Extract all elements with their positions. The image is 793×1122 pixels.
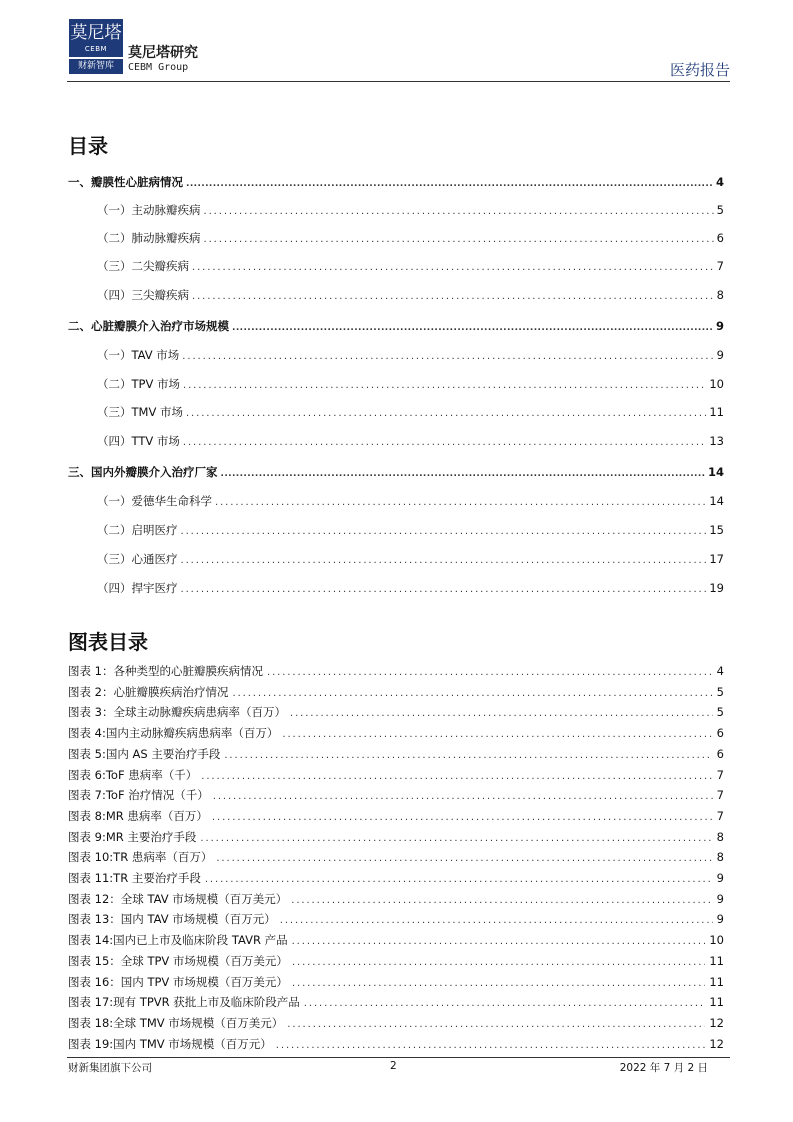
toc-leader-dots bbox=[181, 524, 707, 540]
figure-entry-label: 图表 6:ToF 患病率（千） bbox=[68, 767, 198, 782]
figure-leader-dots bbox=[212, 810, 713, 826]
figure-entry[interactable] bbox=[68, 953, 724, 969]
figure-leader-dots bbox=[224, 748, 712, 764]
figure-entry[interactable] bbox=[68, 725, 724, 741]
figure-leader-dots bbox=[216, 851, 712, 867]
figure-entry-page: 11 bbox=[709, 974, 724, 989]
figure-list-title: 图表目录 bbox=[68, 630, 148, 654]
toc-entry-page: 19 bbox=[709, 581, 724, 595]
figure-entry-label: 图表 17:现有 TPVR 获批上市及临床阶段产品 bbox=[68, 995, 300, 1010]
figure-entry[interactable] bbox=[68, 808, 724, 824]
toc-entry[interactable] bbox=[97, 580, 724, 596]
logo-top-block bbox=[69, 19, 123, 57]
figure-entry-page: 11 bbox=[709, 953, 724, 968]
figure-entry-label: 图表 5:国内 AS 主要治疗手段 bbox=[68, 746, 221, 761]
figure-entry-label: 图表 9:MR 主要治疗手段 bbox=[68, 829, 197, 844]
figure-entry-label: 图表 15：全球 TPV 市场规模（百万美元） bbox=[68, 953, 288, 968]
toc-entry[interactable] bbox=[68, 318, 724, 334]
toc-entry-label: （一）爱德华生命科学 bbox=[97, 494, 212, 508]
figure-leader-dots bbox=[287, 1017, 705, 1033]
figure-entry-page: 8 bbox=[716, 829, 724, 844]
toc-entry[interactable] bbox=[97, 404, 724, 420]
toc-leader-dots bbox=[183, 378, 706, 394]
figure-leader-dots bbox=[282, 727, 712, 743]
figure-leader-dots bbox=[292, 934, 706, 950]
figure-leader-dots bbox=[232, 686, 712, 702]
toc-leader-dots bbox=[186, 406, 706, 422]
figure-entry[interactable] bbox=[68, 767, 724, 783]
toc-entry-page: 13 bbox=[709, 434, 724, 448]
footer-company: 财新集团旗下公司 bbox=[68, 1062, 152, 1074]
figure-entry-page: 7 bbox=[716, 767, 724, 782]
toc-entry[interactable] bbox=[97, 258, 724, 274]
figure-entry-page: 7 bbox=[716, 788, 724, 803]
toc-entry[interactable] bbox=[97, 287, 724, 303]
toc-entry-page: 15 bbox=[709, 523, 724, 537]
toc-entry-page: 9 bbox=[716, 348, 724, 362]
toc-entry-label: （三）二尖瓣疾病 bbox=[97, 259, 189, 273]
toc-leader-dots bbox=[182, 349, 713, 365]
toc-leader-dots bbox=[183, 435, 706, 451]
figure-entry[interactable] bbox=[68, 704, 724, 720]
figure-entry-label: 图表 12：全球 TAV 市场规模（百万美元） bbox=[68, 891, 288, 906]
toc-entry[interactable] bbox=[68, 174, 724, 190]
figure-entry[interactable] bbox=[68, 787, 724, 803]
figure-entry-page: 6 bbox=[716, 726, 724, 741]
toc-entry-label: （三）心通医疗 bbox=[97, 552, 178, 566]
toc-entry-page: 6 bbox=[716, 231, 724, 245]
toc-title: 目录 bbox=[68, 134, 108, 158]
figure-entry-label: 图表 14:国内已上市及临床阶段 TAVR 产品 bbox=[68, 933, 288, 948]
toc-entry-page: 8 bbox=[716, 288, 724, 302]
logo-top-text: 莫尼塔 bbox=[70, 23, 122, 43]
toc-entry-page: 7 bbox=[716, 259, 724, 273]
toc-entry-label: （四）三尖瓣疾病 bbox=[97, 288, 189, 302]
toc-entry-page: 14 bbox=[709, 494, 724, 508]
toc-entry-label: （二）TPV 市场 bbox=[97, 377, 180, 391]
toc-entry-page: 11 bbox=[709, 405, 724, 419]
toc-leader-dots bbox=[204, 232, 714, 248]
figure-leader-dots bbox=[292, 955, 705, 971]
figure-entry-label: 图表 2：心脏瓣膜疾病治疗情况 bbox=[68, 684, 229, 699]
figure-leader-dots bbox=[200, 831, 712, 847]
figure-entry-page: 12 bbox=[709, 1036, 724, 1051]
figure-entry-page: 7 bbox=[716, 808, 724, 823]
figure-leader-dots bbox=[292, 976, 705, 992]
figure-entry-page: 9 bbox=[716, 871, 724, 885]
figure-entry-label: 图表 16：国内 TPV 市场规模（百万美元） bbox=[68, 974, 288, 989]
figure-entry[interactable] bbox=[68, 974, 724, 990]
logo-bottom-text: 财新智库 bbox=[69, 59, 123, 74]
toc-leader-dots bbox=[215, 495, 706, 511]
figure-entry-label: 图表 3：全球主动脉瓣疾病患病率（百万） bbox=[68, 705, 286, 720]
toc-entry-label: （四）TTV 市场 bbox=[97, 434, 180, 448]
figure-entry-page: 5 bbox=[716, 705, 724, 720]
figure-entry[interactable] bbox=[68, 891, 724, 907]
figure-entry-page: 8 bbox=[716, 850, 724, 865]
figure-entry-label: 图表 8:MR 患病率（百万） bbox=[68, 808, 208, 823]
toc-leader-dots bbox=[204, 204, 714, 220]
figure-entry-label: 图表 13：国内 TAV 市场规模（百万元） bbox=[68, 912, 276, 927]
header-divider bbox=[67, 81, 730, 82]
toc-entry-label: （三）TMV 市场 bbox=[97, 405, 183, 419]
figure-leader-dots bbox=[213, 789, 713, 805]
figure-leader-dots bbox=[276, 1038, 706, 1054]
toc-leader-dots bbox=[181, 582, 707, 598]
figure-leader-dots bbox=[290, 706, 713, 722]
figure-entry[interactable] bbox=[68, 1015, 724, 1031]
figure-leader-dots bbox=[201, 769, 712, 785]
toc-entry-page: 5 bbox=[716, 203, 724, 217]
toc-entry-page: 14 bbox=[707, 465, 724, 479]
toc-entry-label: （四）捍宇医疗 bbox=[97, 581, 178, 595]
company-logo bbox=[69, 19, 123, 74]
figure-leader-dots bbox=[304, 996, 706, 1012]
toc-entry-page: 17 bbox=[709, 552, 724, 566]
figure-entry[interactable] bbox=[68, 911, 724, 927]
figure-entry-label: 图表 10:TR 患病率（百万） bbox=[68, 850, 213, 865]
report-type: 医药报告 bbox=[669, 61, 730, 79]
toc-leader-dots bbox=[192, 289, 714, 305]
figure-entry-label: 图表 7:ToF 治疗情况（千） bbox=[68, 788, 209, 803]
toc-leader-dots bbox=[221, 466, 705, 482]
figure-entry[interactable] bbox=[68, 870, 724, 886]
logo-sub-text: CEBM bbox=[84, 45, 108, 53]
toc-entry[interactable] bbox=[97, 522, 724, 538]
toc-entry-label: （一）TAV 市场 bbox=[97, 348, 180, 362]
brand-name: 莫尼塔研究 bbox=[128, 45, 198, 61]
figure-entry[interactable] bbox=[68, 684, 724, 700]
footer-divider bbox=[67, 1057, 730, 1058]
toc-entry[interactable] bbox=[97, 347, 724, 363]
figure-entry-page: 6 bbox=[716, 746, 724, 761]
toc-entry-page: 9 bbox=[715, 319, 724, 333]
figure-entry-label: 图表 18:全球 TMV 市场规模（百万美元） bbox=[68, 1015, 284, 1030]
toc-entry-label: 三、国内外瓣膜介入治疗厂家 bbox=[68, 465, 218, 479]
figure-entry-page: 10 bbox=[709, 933, 724, 948]
figure-leader-dots bbox=[205, 872, 713, 888]
figure-entry[interactable] bbox=[68, 932, 724, 948]
toc-leader-dots bbox=[232, 320, 713, 336]
toc-entry[interactable] bbox=[97, 230, 724, 246]
figure-entry[interactable] bbox=[68, 663, 724, 679]
toc-entry-label: （一）主动脉瓣疾病 bbox=[97, 203, 201, 217]
toc-entry-page: 10 bbox=[709, 377, 724, 391]
toc-leader-dots bbox=[186, 176, 713, 192]
toc-entry-page: 4 bbox=[715, 175, 724, 189]
figure-leader-dots bbox=[280, 913, 713, 929]
figure-entry-page: 12 bbox=[709, 1015, 724, 1030]
figure-entry[interactable] bbox=[68, 829, 724, 845]
figure-entry[interactable] bbox=[68, 849, 724, 865]
toc-entry[interactable] bbox=[97, 493, 724, 509]
figure-entry[interactable] bbox=[68, 746, 724, 762]
figure-entry-label: 图表 19:国内 TMV 市场规模（百万元） bbox=[68, 1036, 272, 1051]
figure-leader-dots bbox=[291, 893, 712, 909]
toc-entry-label: 二、心脏瓣膜介入治疗市场规模 bbox=[68, 319, 229, 333]
figure-entry-page: 5 bbox=[716, 684, 724, 699]
figure-entry-page: 9 bbox=[716, 891, 724, 906]
figure-entry[interactable] bbox=[68, 1036, 724, 1052]
toc-entry-label: 一、瓣膜性心脏病情况 bbox=[68, 175, 183, 189]
toc-entry-label: （二）肺动脉瓣疾病 bbox=[97, 231, 201, 245]
toc-leader-dots bbox=[192, 260, 714, 276]
figure-leader-dots bbox=[267, 665, 713, 681]
toc-leader-dots bbox=[181, 553, 707, 569]
figure-entry-label: 图表 1：各种类型的心脏瓣膜疾病情况 bbox=[68, 664, 263, 678]
figure-entry-label: 图表 11:TR 主要治疗手段 bbox=[68, 871, 201, 885]
figure-entry[interactable] bbox=[68, 994, 724, 1010]
toc-entry[interactable] bbox=[68, 464, 724, 480]
toc-entry[interactable] bbox=[97, 433, 724, 449]
footer-page-number: 2 bbox=[390, 1060, 397, 1072]
toc-entry-label: （二）启明医疗 bbox=[97, 523, 178, 537]
toc-entry[interactable] bbox=[97, 376, 724, 392]
toc-entry[interactable] bbox=[97, 551, 724, 567]
figure-entry-page: 9 bbox=[716, 912, 724, 927]
figure-entry-label: 图表 4:国内主动脉瓣疾病患病率（百万） bbox=[68, 726, 279, 741]
footer-date: 2022 年 7 月 2 日 bbox=[619, 1062, 708, 1074]
brand-subtitle: CEBM Group bbox=[128, 62, 189, 73]
toc-entry[interactable] bbox=[97, 202, 724, 218]
figure-entry-page: 4 bbox=[716, 664, 724, 678]
figure-entry-page: 11 bbox=[709, 995, 724, 1010]
